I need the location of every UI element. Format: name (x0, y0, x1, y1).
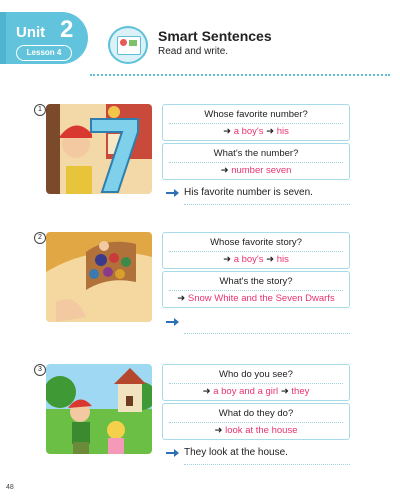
answer-line (163, 293, 349, 304)
arrow-icon: ➜ (266, 254, 275, 265)
dotted-line (169, 422, 343, 423)
page-title: Smart Sentences (158, 28, 272, 44)
question-box-2a (162, 232, 350, 269)
answer-line (163, 165, 349, 176)
instruction-text: Read and write. (158, 46, 229, 57)
arrow-icon: ➜ (223, 126, 232, 137)
question-box-3a (162, 364, 350, 401)
arrow-icon: ➜ (214, 425, 223, 436)
exercise-number-1: 1 (34, 104, 46, 116)
exercise-number-2: 2 (34, 232, 46, 244)
answer-underline (184, 333, 350, 334)
answer-text: a boy and a girl (213, 386, 279, 397)
answer-text: a boy's (233, 254, 264, 265)
unit-label: Unit (16, 24, 46, 41)
answer-line (163, 386, 349, 397)
card-block-green (129, 40, 137, 46)
question-box-3b (162, 403, 350, 440)
illustration-boy-number-seven (46, 104, 152, 194)
full-answer: They look at the house. (184, 447, 288, 458)
answer-text: his (276, 254, 289, 265)
arrow-icon: ➜ (280, 386, 289, 397)
question-text: Whose favorite number? (204, 109, 308, 120)
arrow-icon: ➜ (220, 165, 229, 176)
answer-arrow-icon (166, 318, 179, 326)
dotted-line (169, 123, 343, 124)
answer-line (163, 425, 349, 436)
reading-card-icon (108, 26, 148, 64)
answer-arrow-icon (166, 189, 179, 197)
lesson-badge: Lesson 4 (16, 45, 72, 61)
answer-text: his (276, 126, 289, 137)
unit-tab-edge (0, 12, 6, 64)
full-answer: His favorite number is seven. (184, 187, 313, 198)
arrow-icon: ➜ (177, 293, 186, 304)
answer-text: number seven (231, 165, 292, 176)
question-text: Whose favorite story? (210, 237, 302, 248)
header-divider (90, 74, 390, 76)
dotted-line (169, 251, 343, 252)
question-box-2b (162, 271, 350, 308)
question-text: What's the story? (219, 276, 293, 287)
dotted-line (169, 162, 343, 163)
arrow-icon: ➜ (202, 386, 211, 397)
exercise-number-3: 3 (34, 364, 46, 376)
illustration-storybook (46, 232, 152, 322)
question-text: Who do you see? (219, 369, 293, 380)
illustration-children-house (46, 364, 152, 454)
answer-line (163, 254, 349, 265)
answer-line (163, 126, 349, 137)
arrow-icon: ➜ (266, 126, 275, 137)
answer-underline (184, 204, 350, 205)
card-dot-red (120, 39, 127, 46)
question-box-1a (162, 104, 350, 141)
answer-text: Snow White and the Seven Dwarfs (187, 293, 335, 304)
answer-arrow-icon (166, 449, 179, 457)
answer-underline (184, 464, 350, 465)
question-text: What's the number? (213, 148, 299, 159)
answer-text: a boy's (233, 126, 264, 137)
dotted-line (169, 290, 343, 291)
unit-number: 2 (60, 16, 74, 43)
answer-text: look at the house (225, 425, 298, 436)
dotted-line (169, 383, 343, 384)
arrow-icon: ➜ (223, 254, 232, 265)
question-box-1b (162, 143, 350, 180)
answer-text: they (291, 386, 310, 397)
page-number: 48 (6, 484, 14, 491)
question-text: What do they do? (218, 408, 294, 419)
